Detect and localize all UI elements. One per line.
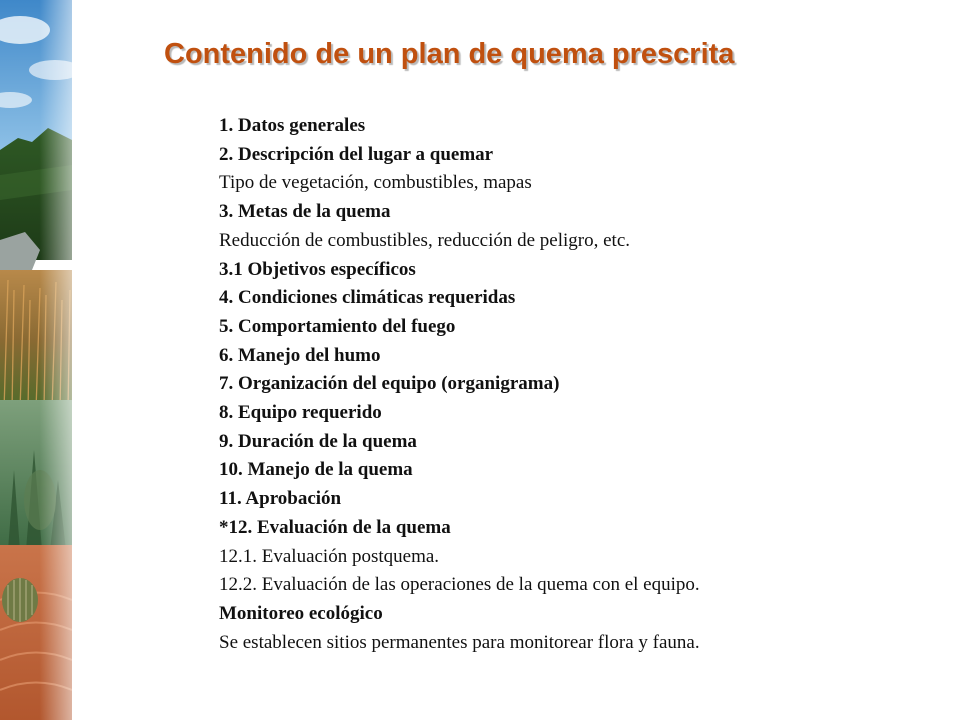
list-item-reduccion-combustibles: Reducción de combustibles, reducción de peligro, etc. [219,229,631,251]
list-item-datos-generales: 1. Datos generales [219,115,366,136]
list-item-objetivos-especificos: 3.1 Objetivos específicos [219,258,416,280]
plan-contents-list [219,112,939,657]
list-item-evaluacion-postquema: 12.1. Evaluación postquema. [219,545,440,567]
list-item-manejo-quema: 10. Manejo de la quema [219,459,413,481]
slide-title: Contenido de un plan de quema prescrita [164,38,735,70]
list-item-monitoreo-ecologico: Monitoreo ecológico [219,602,383,624]
list-item-organizacion-equipo: 7. Organización del equipo (organigrama) [219,373,560,395]
list-item-comportamiento-fuego: 5. Comportamiento del fuego [219,315,456,337]
list-item-equipo-requerido: 8. Equipo requerido [219,402,382,424]
nature-collage-image [0,0,72,720]
list-item-metas-quema: 3. Metas de la quema [219,201,391,223]
list-item-sitios-permanentes: Se establecen sitios permanentes para monitorear flora y fauna. [219,631,700,653]
list-item-manejo-humo: 6. Manejo del humo [219,344,381,366]
list-item-duracion-quema: 9. Duración de la quema [219,430,417,452]
list-item-evaluacion-operaciones: 12.2. Evaluación de las operaciones de la quema con el equipo. [219,574,700,596]
list-item-descripcion-lugar: 2. Descripción del lugar a quemar [219,143,494,165]
list-item-tipo-vegetacion: Tipo de vegetación, combustibles, mapas [219,172,532,194]
list-item-evaluacion-quema: *12. Evaluación de la quema [219,516,451,538]
list-item-condiciones-climaticas: 4. Condiciones climáticas requeridas [219,287,516,309]
list-item-aprobacion: 11. Aprobación [219,488,342,510]
